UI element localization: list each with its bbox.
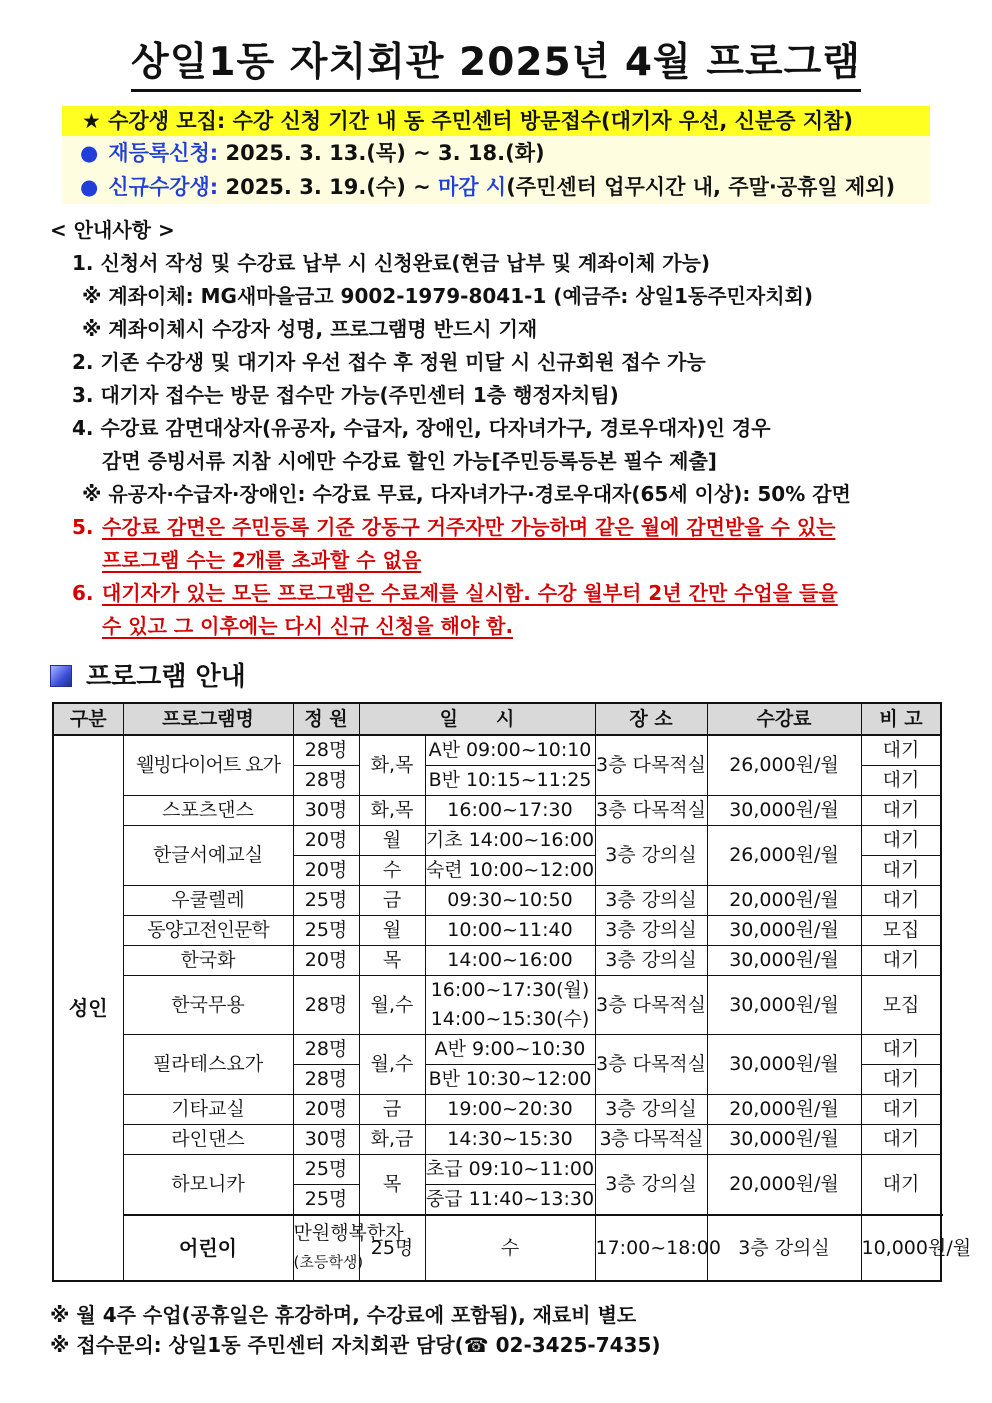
table-row [53,1155,941,1185]
capacity: 28명 [293,1035,359,1065]
column-header: 일 시 [359,703,595,735]
time: B반 10:30~12:00 [425,1065,595,1095]
column-header: 수강료 [707,703,861,735]
guide-item-1-note-1: ※ 계좌이체: MG새마을금고 9002-1979-8041-1 (예금주: 상일1동주민자치회) [82,284,813,308]
guide-item-1: 1. 신청서 작성 및 수강료 납부 시 신청완료(현금 납부 및 계좌이체 가능) [72,251,711,275]
page-title: 상일1동 자치회관 2025년 4월 프로그램 [131,38,861,92]
footer-note-schedule: ※ 월 4주 수업(공휴일은 휴강하며, 수강료에 포함됨), 재료비 별도 [50,1303,637,1327]
fee: 26,000원/월 [707,735,861,796]
fee: 30,000원/월 [707,946,861,976]
days: 목 [359,946,425,976]
program-name: 라인댄스 [123,1125,293,1155]
capacity: 28명 [293,766,359,796]
capacity: 25명 [293,916,359,946]
guide-item-4-cont: 감면 증빙서류 지참 시에만 수강료 할인 가능[주민등록등본 필수 제출] [102,449,717,473]
table-row [53,886,941,916]
guide-item-5-number: 5. [72,515,94,539]
capacity: 20명 [293,1095,359,1125]
time: 19:00~20:30 [425,1095,595,1125]
fee: 30,000원/월 [707,1125,861,1155]
program-name: 필라테스요가 [123,1035,293,1095]
table-row [53,1125,941,1155]
guide-item-5-text-cont: 프로그램 수는 2개를 초과할 수 없음 [102,548,422,572]
re-registration-label: 재등록신청: [108,141,219,165]
column-header: 구분 [53,703,123,735]
new-student-label: 신규수강생: [108,175,219,199]
days: 월,수 [359,976,425,1035]
capacity: 20명 [293,826,359,856]
status: 대기 [861,766,941,796]
status: 대기 [861,946,941,976]
capacity: 30명 [293,1125,359,1155]
place: 3층 강의실 [595,946,707,976]
time: 16:00~17:30(월) [425,976,595,1006]
status: 대기 [861,1155,941,1216]
table-row [53,1035,941,1065]
fee: 30,000원/월 [707,976,861,1035]
program-name: 우쿨렐레 [123,886,293,916]
status: 대기 [861,856,941,886]
guide-item-1-note-2: ※ 계좌이체시 수강자 성명, 프로그램명 반드시 기재 [82,317,538,341]
status: 대기 [861,1035,941,1065]
guide-item-6-text-cont: 수 있고 그 이후에는 다시 신규 신청을 해야 함. [102,614,514,638]
new-student-value: 2025. 3. 19.(수) ~ [225,175,431,199]
place: 3층 강의실 [595,1095,707,1125]
footer-notes [50,1300,661,1360]
guide-item-6-number: 6. [72,581,94,605]
enrollment-notice [62,106,930,204]
place: 3층 강의실 [707,1215,861,1281]
time: 09:30~10:50 [425,886,595,916]
table-row [53,1215,941,1281]
place: 3층 강의실 [595,886,707,916]
re-registration-value: 2025. 3. 13.(목) ~ 3. 18.(화) [225,141,545,165]
guide-item-6 [50,577,950,610]
enrollment-headline: ★ 수강생 모집: 수강 신청 기간 내 동 주민센터 방문접수(대기자 우선, 신분증 지참) [62,106,930,136]
fee: 26,000원/월 [707,826,861,886]
status: 대기 [861,1065,941,1095]
days: 금 [359,886,425,916]
fee: 10,000원/월 [861,1215,941,1281]
table-row [53,1095,941,1125]
days: 목 [359,1155,425,1216]
days: 화,목 [359,796,425,826]
days: 수 [425,1215,595,1281]
fee: 30,000원/월 [707,796,861,826]
new-student-deadline: 마감 시 [438,175,507,199]
program-name: 만원행복한자 [293,1222,404,1244]
time: 기초 14:00~16:00 [425,826,595,856]
time: 14:00~15:30(수) [425,1005,595,1035]
guide-item-5-text: 수강료 감면은 주민등록 기준 강동구 거주자만 가능하며 같은 월에 감면받을 수 있는 [102,515,836,539]
time: 14:00~16:00 [425,946,595,976]
new-student-period [62,170,930,204]
place: 3층 다목적실 [595,796,707,826]
bullet-icon: ● [80,175,99,199]
fee: 30,000원/월 [707,916,861,946]
place: 3층 다목적실 [595,735,707,796]
program-name: 한국무용 [123,976,293,1035]
guide-heading: < 안내사항 > [50,218,175,242]
program-section-title: 프로그램 안내 [86,662,246,692]
capacity: 25명 [293,886,359,916]
column-header: 정 원 [293,703,359,735]
table-row [53,796,941,826]
time: 16:00~17:30 [425,796,595,826]
capacity: 20명 [293,946,359,976]
time: 중급 11:40~13:30 [425,1185,595,1216]
guide-item-2: 2. 기존 수강생 및 대기자 우선 접수 후 정원 미달 시 신규회원 접수 가능 [72,350,706,374]
program-section-header [50,660,246,694]
days: 수 [359,856,425,886]
program-name: 웰빙다이어트 요가 [123,735,293,796]
column-header: 장 소 [595,703,707,735]
table-row [53,916,941,946]
days: 금 [359,1095,425,1125]
table-header-row [53,703,941,735]
capacity: 20명 [293,856,359,886]
guide-item-6-text: 대기자가 있는 모든 프로그램은 수료제를 실시함. 수강 월부터 2년 간만 수업을 들을 [102,581,838,605]
place: 3층 다목적실 [595,1035,707,1095]
fee: 20,000원/월 [707,1155,861,1216]
place: 3층 다목적실 [595,976,707,1035]
guide-item-5-cont [50,544,950,577]
days: 화,금 [359,1125,425,1155]
category-adult: 성인 [53,735,123,1281]
place: 3층 강의실 [595,826,707,886]
status: 대기 [861,1095,941,1125]
program-name-sub: (초등학생) [293,1253,364,1271]
capacity: 28명 [293,1065,359,1095]
guide-item-6-cont [50,610,950,643]
time: A반 9:00~10:30 [425,1035,595,1065]
capacity: 25명 [293,1185,359,1216]
time: 14:30~15:30 [425,1125,595,1155]
column-header: 비 고 [861,703,941,735]
days: 월,수 [359,1035,425,1095]
table-row [53,976,941,1006]
fee: 30,000원/월 [707,1035,861,1095]
guide-item-4-note: ※ 유공자·수급자·장애인: 수강료 무료, 다자녀가구·경로우대자(65세 이상): 50% 감면 [82,482,851,506]
status: 모집 [861,976,941,1035]
column-header: 프로그램명 [123,703,293,735]
fee: 20,000원/월 [707,886,861,916]
status: 대기 [861,1125,941,1155]
guide-item-4: 4. 수강료 감면대상자(유공자, 수급자, 장애인, 다자녀가구, 경로우대자)인 경우 [72,416,771,440]
square-bullet-icon [50,665,72,687]
status: 대기 [861,886,941,916]
table-row [53,826,941,856]
capacity: 25명 [293,1155,359,1185]
time: 숙련 10:00~12:00 [425,856,595,886]
time: A반 09:00~10:10 [425,735,595,766]
place: 3층 강의실 [595,1155,707,1216]
capacity: 25명 [359,1215,425,1281]
category-kids: 어린이 [123,1215,293,1281]
days: 화,목 [359,735,425,796]
program-name: 스포츠댄스 [123,796,293,826]
guide-section [50,214,950,643]
program-name: 한국화 [123,946,293,976]
new-student-hours: (주민센터 업무시간 내, 주말·공휴일 제외) [506,175,896,199]
program-name: 하모니카 [123,1155,293,1216]
capacity: 28명 [293,976,359,1035]
guide-item-3: 3. 대기자 접수는 방문 접수만 가능(주민센터 1층 행정자치팀) [72,383,619,407]
bullet-icon: ● [80,141,99,165]
capacity: 30명 [293,796,359,826]
re-registration-period [62,136,930,170]
status: 대기 [861,796,941,826]
time: 초급 09:10~11:00 [425,1155,595,1185]
place: 3층 다목적실 [595,1125,707,1155]
days: 월 [359,826,425,856]
title-container [0,38,992,92]
time: B반 10:15~11:25 [425,766,595,796]
guide-item-5 [50,511,950,544]
table-row [53,946,941,976]
footer-note-contact: ※ 접수문의: 상일1동 주민센터 자치회관 담당(☎ 02-3425-7435) [50,1333,661,1357]
days: 월 [359,916,425,946]
program-name: 기타교실 [123,1095,293,1125]
program-name: 동양고전인문학 [123,916,293,946]
capacity: 28명 [293,735,359,766]
program-table [52,702,972,1282]
time: 17:00~18:00 [595,1215,707,1281]
fee: 20,000원/월 [707,1095,861,1125]
program-name: 한글서예교실 [123,826,293,886]
table-row [53,735,941,766]
status: 대기 [861,826,941,856]
status: 모집 [861,916,941,946]
place: 3층 강의실 [595,916,707,946]
status: 대기 [861,735,941,766]
time: 10:00~11:40 [425,916,595,946]
